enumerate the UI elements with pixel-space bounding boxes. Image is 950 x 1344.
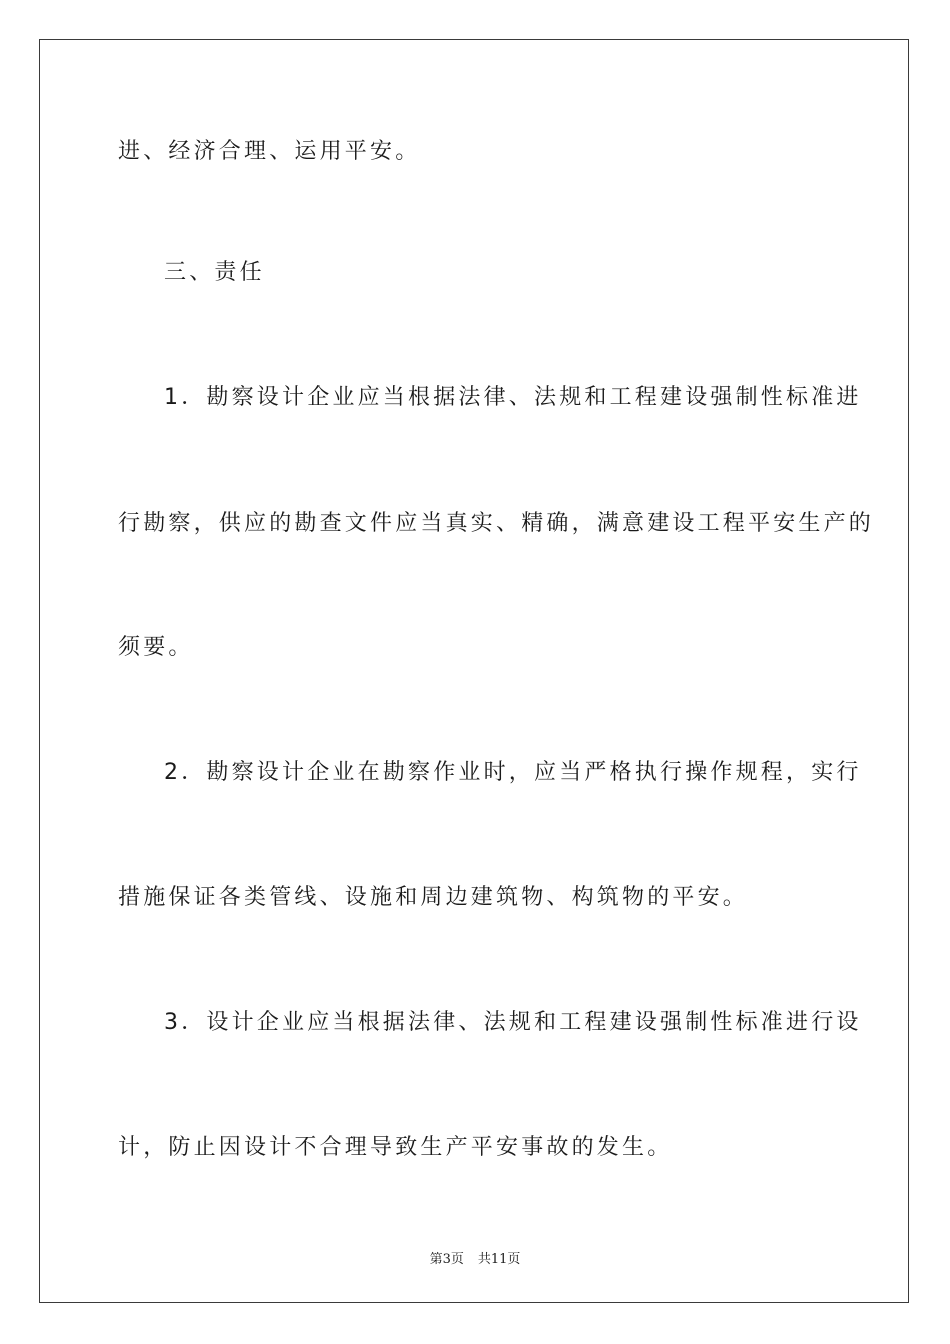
section-heading-responsibility: 三、责任 — [164, 260, 265, 285]
text-line-9: 计，防止因设计不合理导致生产平安事故的发生。 — [118, 1135, 673, 1160]
text-line-7: 措施保证各类管线、设施和周边建筑物、构筑物的平安。 — [118, 885, 749, 910]
text-line-6: 2．勘察设计企业在勘察作业时，应当严格执行操作规程，实行 — [164, 760, 862, 785]
total-pages: 共11页 — [477, 1252, 521, 1267]
text-line-8: 3．设计企业应当根据法律、法规和工程建设强制性标准进行设 — [164, 1010, 862, 1035]
page-frame — [39, 39, 909, 1303]
page-number: 第3页 — [429, 1252, 464, 1267]
text-line-4: 行勘察，供应的勘查文件应当真实、精确，满意建设工程平安生产的 — [118, 511, 875, 536]
page-footer — [0, 1248, 950, 1267]
text-line-3: 1．勘察设计企业应当根据法律、法规和工程建设强制性标准进 — [164, 385, 862, 410]
text-line-1: 进、经济合理、运用平安。 — [118, 139, 421, 164]
text-line-5: 须要。 — [118, 635, 194, 660]
